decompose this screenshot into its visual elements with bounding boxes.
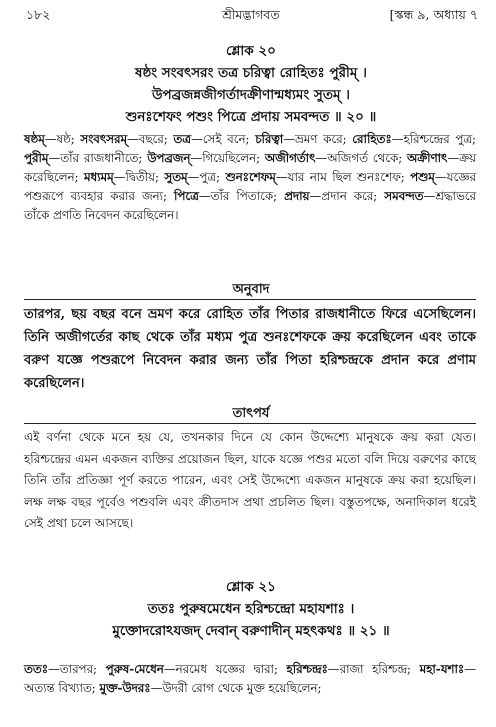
translation-text: তারপর, ছয় বছর বনে ভ্রমণ করে রোহিত তাঁর পিতার রাজধানীতে ফিরে এসেছিলেন। তিনি অজীগর্তের কাছ থেকে তাঁর মধ্যম পুত্র শুনঃশেফকে ক্রয় করেছিলেন এবং তাকে বরুণ যজ্ঞে পশুরূপে নিবেদন করার জন্য তাঁর পিতা হরিশ্চন্দ্রকে প্রদান করে প্রণাম করেছিলেন। <box>24 307 476 391</box>
synonym-word: সংবৎসরম্ <box>80 132 127 146</box>
synonym-word: মুক্ত-উদরঃ <box>99 681 151 695</box>
synonym-meaning: —শ্রদ্ধাভরে তাঁকে প্রণতি নিবেদন করেছিলেন। <box>24 189 476 222</box>
synonym-meaning: —পুত্র; <box>187 170 226 184</box>
synonym-meaning: —উদরী রোগ থেকে মুক্ত হয়েছিলেন; <box>150 681 322 695</box>
book-title: শ্রীমদ্ভাগবত <box>222 7 280 22</box>
synonym-word: শুনঃশেফম্ <box>225 170 276 184</box>
synonym-word: ততঃ <box>24 662 48 676</box>
synonym-word: সমবন্দত <box>384 189 424 203</box>
purport-heading: তাৎপর্য <box>232 406 270 421</box>
synonym-word: ষষ্ঠম্ <box>24 132 45 146</box>
divider <box>24 423 476 424</box>
synonym-meaning: —রাজা হরিশ্চন্দ্র; <box>327 662 420 676</box>
purport-text: এই বর্ণনা থেকে মনে হয় যে, তখনকার দিনে যে কোন উদ্দেশ্যে মানুষকে ক্রয় করা যেত। হরিশ্চন্দ্রের এমন একজন ব্যক্তির প্রয়োজন ছিল, যাকে যজ্ঞে পশুর মতো বলি দিয়ে বরুণের কাছে তিনি তাঁর প্রতিজ্ঞা পূর্ণ করতে পারেন, এবং সেই উদ্দেশ্যে একজন মানুষকে ক্রয় করা হয়েছিল। লক্ষ লক্ষ বছর পূর্বেও পশুবলি এবং ক্রীতদাস প্রথা প্রচলিত ছিল। বস্তুতপক্ষে, অনাদিকাল ধরেই সেই প্রথা চলে আসছে। <box>24 430 476 530</box>
synonym-word: সুতম্ <box>164 170 188 184</box>
synonym-meaning: —যজ্ঞের পশুরূপে ব্যবহার করার জন্য; <box>24 170 476 203</box>
synonym-word: অক্রীণাৎ <box>407 151 448 165</box>
synonym-word: মহা-যশাঃ <box>419 662 465 676</box>
verse-21-text <box>26 598 476 642</box>
synonym-word: পিত্রে <box>174 189 199 203</box>
synonym-meaning: —বছরে; <box>127 132 174 146</box>
synonym-word: উপব্রজন্ <box>147 151 191 165</box>
page-header <box>22 7 480 27</box>
synonym-meaning: —প্রদান করে; <box>309 189 385 203</box>
synonym-meaning: —দ্বিতীয়; <box>113 170 165 184</box>
synonym-word: হরিশ্চন্দ্রঃ <box>286 662 328 676</box>
verse-21-synonyms <box>24 660 476 698</box>
synonym-meaning: —অত্যন্ত বিখ্যাত; <box>24 662 476 695</box>
verse-line: ততঃ পুরুষমেধেন হরিশ্চন্দ্রো মহাযশাঃ । <box>147 601 355 617</box>
synonym-meaning: —যার নাম ছিল শুনঃশেফ; <box>275 170 411 184</box>
synonym-meaning: —গিয়েছিলেন; <box>190 151 265 165</box>
synonym-meaning: —নরমেধ যজ্ঞের দ্বারা; <box>163 662 287 676</box>
verse-line: মুক্তোদরোঽযজদ্ দেবান্ বরুণাদীন্ মহৎকথঃ ॥ ২১ ॥ <box>112 623 390 639</box>
synonym-word: চরিত্বা <box>255 132 284 146</box>
verse-20-text <box>26 62 476 128</box>
synonym-meaning: —হরিশ্চন্দ্রের পুত্র; <box>391 132 477 146</box>
synonym-meaning: —তারপর; <box>48 662 106 676</box>
chapter-reference: [স্কন্ধ ৯, অধ্যায় ৭ <box>389 7 478 22</box>
synonym-meaning: —ষষ্ঠ; <box>44 132 81 146</box>
synonym-meaning: —ভ্রমণ করে; <box>283 132 353 146</box>
synonym-word: রোহিতঃ <box>352 132 392 146</box>
synonym-word: পুরীম্ <box>24 151 49 165</box>
synonym-meaning: —তাঁর রাজধানীতে; <box>48 151 148 165</box>
divider <box>24 299 476 300</box>
synonym-word: অজীগর্তাৎ <box>264 151 316 165</box>
verse-20-heading: শ্লোক ২০ <box>226 43 276 59</box>
verse-line: শুনঃশেফং পশুং পিত্রে প্রদায় সমবন্দত ॥ ২০ ॥ <box>125 109 377 125</box>
synonym-meaning: —তাঁর পিতাকে; <box>198 189 285 203</box>
synonym-word: প্রদায় <box>284 189 310 203</box>
synonym-meaning: —সেই বনে; <box>190 132 256 146</box>
synonym-meaning: —ক্রয় করেছিলেন; <box>24 151 476 184</box>
verse-line: উপব্রজন্নজীগর্তাদক্রীণান্মধ্যমং সুতম্ । <box>152 87 350 103</box>
synonym-word: পশুম্ <box>410 170 435 184</box>
verse-20-synonyms <box>24 130 476 225</box>
verse-line: ষষ্ঠং সংবৎসরং তত্র চরিত্বা রোহিতঃ পুরীম্ । <box>135 65 367 81</box>
translation-heading: অনুবাদ <box>232 282 270 297</box>
synonym-meaning: —অজিগর্ত থেকে; <box>315 151 408 165</box>
page-number: ১৮২ <box>26 7 51 22</box>
synonym-word: পুরুষ-মেধেন <box>105 662 164 676</box>
verse-21-heading: শ্লোক ২১ <box>226 579 276 595</box>
synonym-word: মধ্যমম্ <box>83 170 114 184</box>
synonym-word: তত্র <box>173 132 191 146</box>
